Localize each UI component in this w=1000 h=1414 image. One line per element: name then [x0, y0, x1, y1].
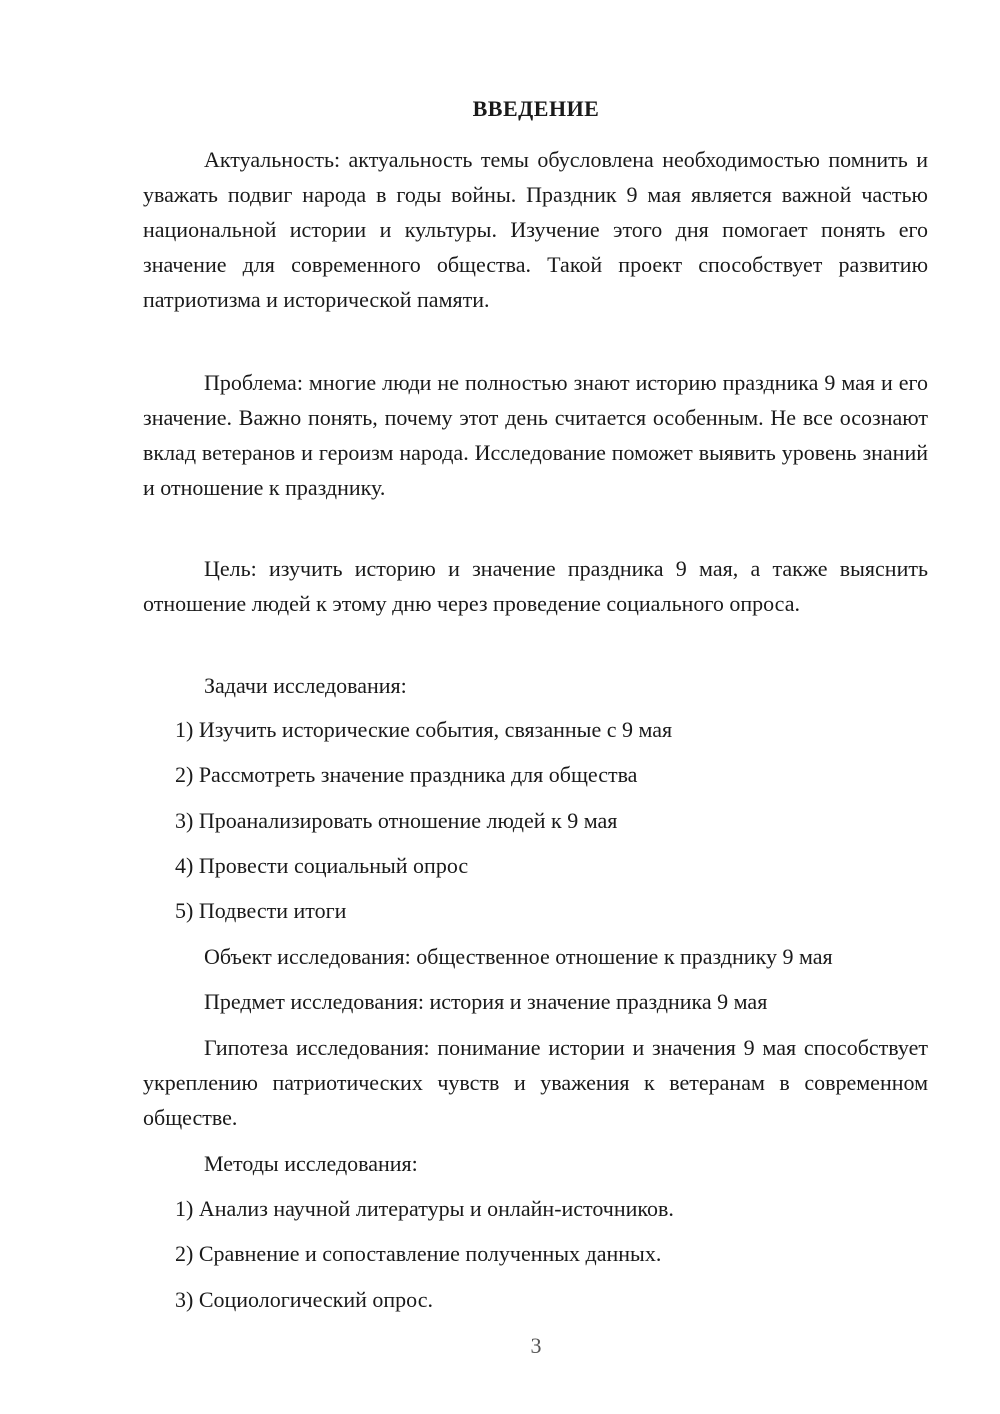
- list-item-task-2: 2) Рассмотреть значение праздника для общества: [175, 762, 638, 787]
- list-item-task-4: 4) Провести социальный опрос: [175, 853, 469, 878]
- subject-line: Предмет исследования: история и значение праздника 9 мая: [204, 989, 768, 1014]
- list-item-task-5: 5) Подвести итоги: [175, 898, 347, 923]
- list-item-task-1: 1) Изучить исторические события, связанные с 9 мая: [175, 717, 673, 742]
- goal-paragraph: Цель: изучить историю и значение праздника 9 мая, а также выяснить отношение людей к этому дню через проведение социального опроса.: [143, 556, 928, 616]
- methods-heading: Методы исследования:: [204, 1151, 418, 1176]
- tasks-heading: Задачи исследования:: [204, 673, 407, 698]
- list-item-task-3: 3) Проанализировать отношение людей к 9 мая: [175, 808, 618, 833]
- list-item-method-3: 3) Социологический опрос.: [175, 1287, 433, 1312]
- list-item-method-2: 2) Сравнение и сопоставление полученных данных.: [175, 1241, 662, 1266]
- list-item-method-1: 1) Анализ научной литературы и онлайн-источников.: [175, 1196, 674, 1221]
- page-number: 3: [530, 1333, 542, 1358]
- object-line: Объект исследования: общественное отношение к празднику 9 мая: [204, 944, 833, 969]
- problem-paragraph: Проблема: многие люди не полностью знают историю праздника 9 мая и его значение. Важно понять, почему этот день считается особенным. Не все осознают вклад ветеранов и героизм народа. Исследование поможет выявить уровень знаний и отношение к празднику.: [143, 370, 928, 500]
- page-title: ВВЕДЕНИЕ: [472, 96, 600, 121]
- hypothesis-paragraph: Гипотеза исследования: понимание истории и значения 9 мая способствует укреплению патриотических чувств и уважения к ветеранам в современном обществе.: [143, 1035, 928, 1130]
- relevance-paragraph: Актуальность: актуальность темы обусловлена необходимостью помнить и уважать подвиг народа в годы войны. Праздник 9 мая является важной частью национальной истории и культуры. Изучение этого дня помогает понять его значение для современного общества. Такой проект способствует развитию патриотизма и исторической памяти.: [143, 147, 928, 312]
